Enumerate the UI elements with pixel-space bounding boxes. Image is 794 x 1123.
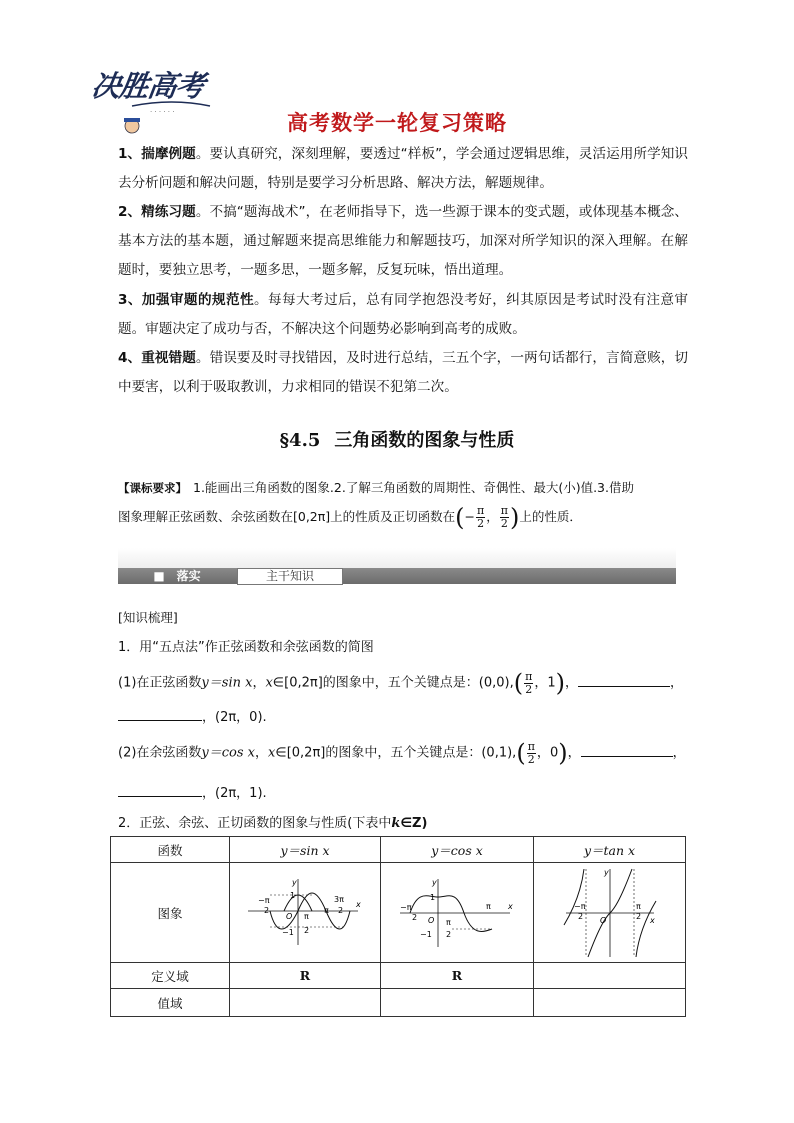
- frac-den: 2: [527, 752, 535, 766]
- sin-label-neg1: −1: [282, 927, 294, 937]
- sin-label-pi-a: π: [304, 911, 309, 921]
- sin-label-2c: 2: [338, 905, 344, 915]
- header-cos: y＝cos x: [381, 837, 534, 863]
- strategy-1-text: 。要认真研究，深刻理解，要透过“样板”，学会通过逻辑思维，灵活运用所学知识去分析问题和解决问题，特别是要学习分析思路、解决方法，解题规律。: [118, 146, 688, 191]
- strategy-4-label: 4、重视错题: [118, 350, 196, 366]
- frac-den: 2: [477, 517, 485, 530]
- interval-upper-frac: [500, 505, 509, 530]
- strategy-2: [118, 198, 688, 285]
- tan-label-o: O: [599, 915, 606, 925]
- item2-prefix: 2．正弦、余弦、正切函数的图象与性质(下表中: [118, 816, 392, 831]
- banner-label-right: 主干知识: [237, 568, 343, 585]
- interval-minus: −: [464, 509, 476, 524]
- tan-label-y: y: [603, 867, 609, 877]
- frac-num: π: [527, 739, 535, 753]
- sin-label-o: O: [286, 911, 293, 921]
- sin-label-y: y: [292, 877, 297, 887]
- cos-label-y: y: [432, 877, 437, 887]
- strategy-2-label: 2、精练习题: [118, 204, 196, 220]
- frac-den: 2: [500, 517, 508, 530]
- sin-domain-value: R: [230, 963, 381, 989]
- knowledge-item-2: [118, 812, 688, 831]
- tan-range-value: [534, 989, 686, 1017]
- interval-close-paren: ): [510, 503, 520, 532]
- cos-graph: [392, 873, 522, 953]
- requirements-line1: 1.能画出三角函数的图象.2.了解三角函数的周期性、奇偶性、最大(小)值.3.借助: [193, 480, 634, 495]
- sin-point-2-frac: [524, 671, 533, 696]
- sin-label-x: x: [356, 899, 361, 909]
- sin-keypoints-line-2: ，(2π，0).: [118, 706, 688, 725]
- document-title: 高考数学一轮复习策略: [287, 111, 507, 135]
- strategy-1: [118, 140, 688, 198]
- sin-point-1: (0,0),: [478, 675, 514, 691]
- sin-label-3pi: 3π: [334, 894, 344, 904]
- banner-label-left: ■ 落实: [153, 569, 201, 583]
- cos-keypoints-line-2: ，(2π，1).: [118, 782, 688, 801]
- section-number: §4.5: [279, 430, 321, 451]
- sin-graph-cell: [230, 863, 381, 963]
- sin-keypoints-line: (1)在正弦函数y＝sin x，x∈[0,2π]的图象中，五个关键点是：(0,0),( $\frac{\pi}{2}$ ，1)， ，: [118, 669, 684, 697]
- interval-open-paren: (: [455, 503, 465, 532]
- cos-point-1: (0,1),: [481, 745, 517, 761]
- strategy-3: [118, 286, 688, 344]
- cos-domain: ∈[0,2π]: [275, 745, 326, 761]
- cos-label-pi-b: π: [486, 901, 491, 911]
- table-domain-row: [111, 963, 686, 989]
- cos-point-2-frac: [527, 741, 536, 766]
- interval-lower-frac: [476, 505, 485, 530]
- strategy-4: [118, 344, 688, 402]
- interval-comma: ，: [486, 509, 499, 524]
- cos-label-1: 1: [430, 892, 436, 902]
- sin-label-2a: 2: [264, 905, 270, 915]
- frac-num: π: [525, 669, 533, 683]
- sin-label-pi-b: π: [324, 905, 329, 915]
- knowledge-heading: [知识梳理]: [118, 610, 178, 625]
- sin-x: x: [265, 675, 273, 691]
- sin-function: y＝sin x: [201, 675, 253, 691]
- sin-range-value: [230, 989, 381, 1017]
- sin-graph: [240, 873, 370, 953]
- cos-blank-1[interactable]: [581, 746, 673, 757]
- strategy-4-text: 。错误要及时寻找错因，及时进行总结，三五个字，一两句话都行，言简意赅，切中要害，以利于吸取教训，力求相同的错误不犯第二次。: [118, 350, 688, 395]
- table-graph-row: [111, 863, 686, 963]
- frac-num: π: [477, 504, 485, 517]
- tan-label-2b: 2: [635, 911, 641, 921]
- strategy-3-label: 3、加强审题的规范性: [118, 292, 254, 308]
- sin-point-2-y: 1: [547, 675, 556, 691]
- item2-suffix: ∈Z): [400, 816, 428, 831]
- cos-label-x: x: [508, 901, 513, 911]
- tan-graph: [560, 865, 660, 961]
- cos-label-neg1: −1: [420, 929, 432, 939]
- cos-graph-cell: [381, 863, 534, 963]
- sin-end-point: (2π，0).: [215, 710, 267, 725]
- paren: ): [555, 669, 566, 697]
- trig-properties-table: [110, 836, 686, 1017]
- cos-label-pi-a: π: [446, 917, 451, 927]
- cos-x: x: [268, 745, 276, 761]
- sin-domain: ∈[0,2π]: [272, 675, 323, 691]
- tan-domain-value: [534, 963, 686, 989]
- frac-den: 2: [525, 682, 533, 696]
- cos-label-negpi: −π: [400, 902, 412, 912]
- header-function: 函数: [111, 837, 230, 863]
- banner-shadow: [118, 548, 676, 568]
- logo-text: 决胜高考: [89, 69, 207, 103]
- cos-domain-value: R: [381, 963, 534, 989]
- sin-label-1: 1: [290, 890, 296, 900]
- tan-label-pi: π: [635, 901, 641, 911]
- cos-label-o: O: [428, 915, 435, 925]
- strategy-3-text: 。每每大考过后，总有同学抱怨没考好，纠其原因是考试时没有注意审题。审题决定了成功与否，不解决这个问题势必影响到高考的成败。: [118, 292, 688, 337]
- row-range-label: 值域: [111, 989, 230, 1017]
- cos-prefix: (2)在余弦函数: [118, 745, 202, 761]
- cos-keypoints-text: 的图象中，五个关键点是：: [325, 745, 482, 761]
- item2-k: k: [391, 816, 401, 831]
- tan-label-x: x: [649, 915, 655, 925]
- sin-prefix: (1)在正弦函数: [118, 675, 202, 691]
- cos-keypoints-line: (2)在余弦函数y＝cos x，x∈[0,2π]的图象中，五个关键点是：(0,1),( $\frac{\pi}{2}$ ，0)， ，: [118, 739, 686, 767]
- cos-label-2a: 2: [446, 929, 452, 939]
- requirements-line2-post: 上的性质．: [519, 509, 582, 524]
- section-name: 三角函数的图象与性质: [334, 430, 515, 451]
- frac-num: π: [500, 504, 509, 517]
- sin-keypoints-text: 的图象中，五个关键点是：: [322, 675, 479, 691]
- cos-blank-2[interactable]: [118, 786, 202, 797]
- knowledge-item-1: 1．用“五点法”作正弦函数和余弦函数的简图: [118, 640, 374, 655]
- paren: (: [516, 739, 526, 767]
- row-graph-label: 图象: [111, 863, 230, 963]
- row-domain-label: 定义域: [111, 963, 230, 989]
- paren: (: [513, 669, 524, 697]
- table-header-row: [111, 837, 686, 863]
- sin-blank-2[interactable]: [118, 710, 202, 721]
- cos-label-2b: 2: [412, 912, 418, 922]
- logo-subtext: · · · · · ·: [150, 108, 175, 116]
- sin-label-negpi: −π: [258, 895, 270, 905]
- tan-label-negpi: −π: [573, 901, 586, 911]
- section-title: [0, 426, 794, 452]
- strategy-2-text: 。不搞“题海战术”，在老师指导下，选一些源于课本的变式题，或体现基本概念、基本方法的基本题，通过解题来提高思维能力和解题技巧，加深对所学知识的深入理解。在解题时，要独立思考，一题多思，一题多解，反复玩味，悟出道理。: [118, 204, 688, 278]
- cos-function: y＝cos x: [201, 745, 256, 761]
- header-tan: y＝tan x: [534, 837, 686, 863]
- curriculum-requirements: [118, 476, 688, 534]
- cos-range-value: [381, 989, 534, 1017]
- requirements-line2-pre: 图象理解正弦函数、余弦函数在[0,2π]上的性质及正切函数在: [118, 509, 456, 524]
- cos-end-point: (2π，1).: [215, 786, 267, 801]
- tan-label-2a: 2: [577, 911, 583, 921]
- sin-label-2b: 2: [304, 925, 310, 935]
- strategy-1-label: 1、揣摩例题: [118, 146, 196, 162]
- sin-blank-1[interactable]: [578, 676, 670, 687]
- header-sin: y＝sin x: [230, 837, 381, 863]
- cos-curve: [410, 892, 492, 931]
- requirements-tag: 【课标要求】: [118, 481, 187, 495]
- tan-graph-cell: [534, 863, 686, 963]
- paren: ): [558, 739, 568, 767]
- table-range-row: [111, 989, 686, 1017]
- cos-point-2-y: 0: [549, 745, 559, 761]
